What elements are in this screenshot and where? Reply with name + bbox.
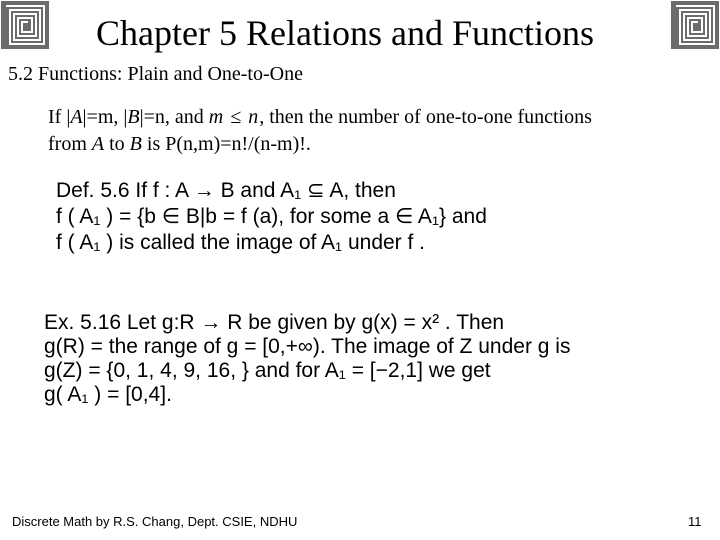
set-b: B (129, 133, 142, 155)
example-line-3: g(Z) = {0, 1, 4, 9, 16, } and for A₁ = [−2,1] we get (44, 359, 491, 382)
text: to (109, 133, 125, 155)
example-line-2: g(R) = the range of g = [0,+∞). The image of Z under g is (44, 335, 571, 358)
text: |=m, | (82, 106, 128, 128)
definition-block (56, 178, 487, 256)
theorem-statement (48, 104, 592, 158)
inequality-formula: m ≤ n (208, 106, 260, 128)
example-line-4: g( A₁ ) = [0,4]. (44, 383, 172, 406)
definition-line-2: f ( A₁ ) = {b ∈ B|b = f (a), for some a ∈ A₁} and (56, 205, 487, 228)
page-number: 11 (688, 514, 702, 529)
set-a: A (70, 106, 83, 128)
theorem-line-2 (48, 131, 592, 158)
permutation-formula: is P(n,m)=n!/(n-m)!. (146, 133, 311, 155)
text: |=n, and (139, 106, 204, 128)
text: If | (48, 106, 71, 128)
section-heading: 5.2 Functions: Plain and One-to-One (8, 63, 303, 85)
example-line-1: Ex. 5.16 Let g:R → R be given by g(x) = x² . Then (44, 311, 505, 334)
text: , then the number of one-to-one functions (259, 106, 592, 128)
definition-line-3: f ( A₁ ) is called the image of A₁ under f . (56, 231, 426, 254)
set-a: A (91, 133, 105, 155)
theorem-line-1 (48, 104, 592, 131)
example-block (44, 311, 570, 407)
set-b: B (127, 106, 140, 128)
text: from (48, 133, 87, 155)
slide-title: Chapter 5 Relations and Functions (96, 13, 594, 53)
footer-credit: Discrete Math by R.S. Chang, Dept. CSIE, NDHU (12, 514, 298, 529)
definition-line-1: Def. 5.6 If f : A → B and A₁ ⊆ A, then (56, 179, 396, 202)
